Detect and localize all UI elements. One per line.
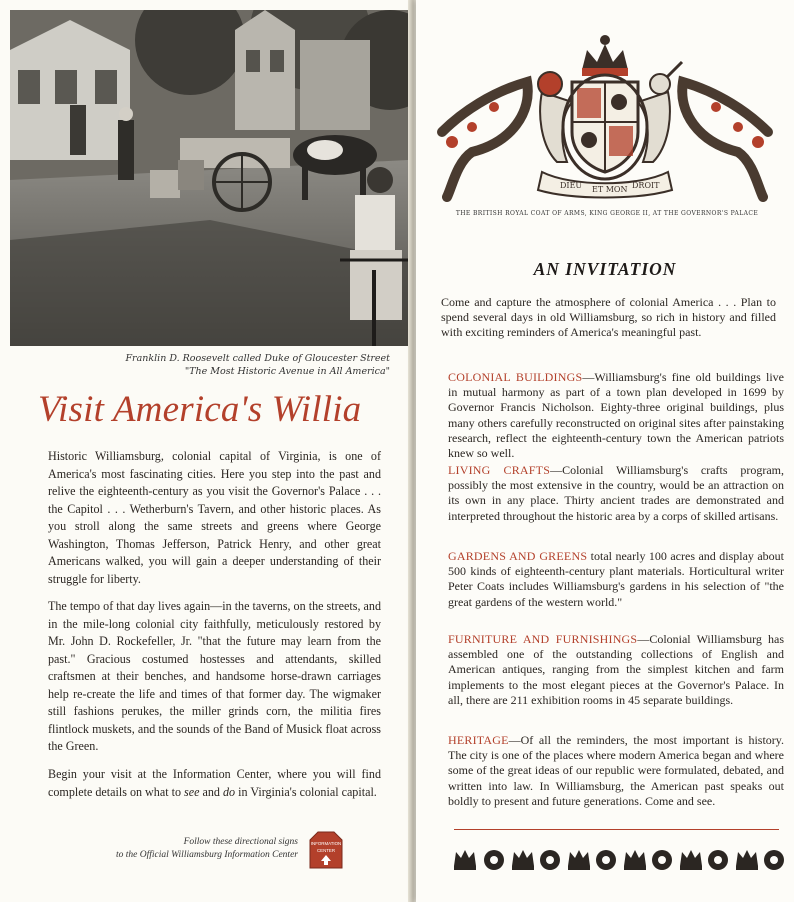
section-heading: FURNITURE AND FURNISHINGS	[448, 632, 638, 646]
crown-and-rose-border-icon	[452, 842, 792, 874]
section-furniture-and-furnishings	[448, 632, 784, 708]
closing-paragraph	[48, 766, 381, 801]
motto-word-2: ET MON	[592, 185, 628, 194]
section-separator: —	[550, 463, 563, 477]
paragraph-1: Historic Williamsburg, colonial capital of Virginia, is one of America's most fascinating cities. Here you step into the past and relive the eighteenth-century as you visit the Governor's Palace . . . the Capitol . . . Wetherburn's Tavern, and other historic places. As you stroll along the same streets and greens where George Washington, Thomas Jefferson, Patrick Henry, and other great Americans walked, you will gain a deeper understanding of their struggle for liberty.	[48, 449, 381, 586]
street-photo-image	[10, 10, 408, 346]
section-heading: LIVING CRAFTS	[448, 463, 551, 477]
closing-see: see	[184, 784, 200, 799]
section-heritage	[448, 733, 784, 809]
royal-coat-of-arms-icon	[432, 22, 778, 202]
paragraph-2: The tempo of that day lives again—in the taverns, on the streets, and in the mile-long colonial city faithfully, meticulously restored by Mr. John D. Rockefeller, Jr. "that the future may learn from the past." Gracious costumed hostesses and attendants, skilled craftsmen at their benches, and handsome horse-drawn carriages help re-create the life and times of that former day. The wigmaker still fashions perukes, the miller grinds corn, the militia fires flintlock muskets, and the sounds of the Band of Musick float across the Green.	[48, 599, 381, 753]
section-heading: GARDENS AND GREENS	[448, 549, 588, 563]
information-center-sign-icon	[306, 830, 346, 870]
divider-rule	[454, 829, 779, 830]
section-text: Of all the reminders, the most important is history. The city is one of the places where modern America began and where some of the great ideas of our republic were formulated, debated, and written into law. In Williamsburg, the American past speaks out boldly to present and future generations. Come and see.	[448, 733, 784, 808]
crest-caption: THE BRITISH ROYAL COAT OF ARMS, KING GEORGE II, AT THE GOVERNOR'S PALACE	[455, 210, 759, 217]
photo-caption	[40, 352, 390, 378]
section-text: Colonial Williamsburg has assembled one of the outstanding collections of English and American antiques, ranging from the simplest kitchen and farm implements to the most elegant pieces at the Governor's Palace. In all, there are 211 exhibition rooms in 45 separate buildings.	[448, 632, 784, 707]
section-separator: —	[637, 632, 650, 646]
invitation-intro: Come and capture the atmosphere of colonial America . . . Plan to spend several days in old Williamsburg, so rich in history and filled with exciting reminders of America's meaningful past.	[441, 295, 776, 339]
page-title: Visit America's Willia	[38, 389, 362, 430]
section-separator: —	[508, 733, 521, 747]
motto-word-3: DROIT	[632, 181, 660, 190]
section-text: Colonial Williamsburg's crafts program, possibly the most extensive in the country, would be an attraction on its own in any place. Thirty ancient trades are demonstrated and interpreted throughout the historic area by a corps of skilled artisans.	[448, 463, 784, 523]
section-living-crafts	[448, 463, 784, 524]
section-text: Williamsburg's fine old buildings live in mutual harmony as part of a town plan developed in 1699 by Governor Francis Nicholson. Eighty-three original buildings, plus many others carefully reconstructed on original sites after painstaking research, reflect the eighteenth-century town the American patriots knew so well.	[448, 370, 784, 461]
sign-text-line-1: INFORMATION	[310, 841, 342, 846]
section-text: total nearly 100 acres and display about 500 kinds of eighteenth-century plant materials. Horticultural writer Peter Coats includes Williamsburg's gardens in his selection of "the great gardens of the western world."	[448, 549, 785, 609]
photo-caption-line-2: "The Most Historic Avenue in All America"	[184, 366, 390, 377]
sign-caption	[70, 836, 298, 862]
section-gardens-and-greens	[448, 549, 784, 610]
invitation-title: AN INVITATION	[533, 259, 677, 279]
sign-text-line-2: CENTER	[316, 848, 336, 853]
section-colonial-buildings	[448, 370, 784, 461]
motto-word-1: DIEU	[560, 181, 583, 190]
section-heading: COLONIAL BUILDINGS	[448, 370, 583, 384]
closing-do: do	[223, 784, 236, 799]
photo-caption-line-1: Franklin D. Roosevelt called Duke of Gloucester Street	[125, 353, 390, 364]
tempo-paragraph	[48, 598, 381, 756]
section-separator: —	[582, 370, 595, 384]
street-photo	[10, 10, 408, 346]
sign-caption-line-2: to the Official Williamsburg Information Center	[116, 850, 298, 860]
closing-text-1: Begin your visit at the Information Center, where you will find complete details on what to	[48, 767, 381, 799]
sign-caption-line-1: Follow these directional signs	[183, 837, 298, 847]
intro-paragraph	[48, 448, 381, 588]
section-heading: HERITAGE	[448, 733, 509, 747]
right-panel	[416, 0, 794, 902]
paragraph-3	[48, 766, 381, 801]
closing-and: and	[199, 784, 223, 799]
closing-text-2: in Virginia's colonial capital.	[235, 784, 377, 799]
